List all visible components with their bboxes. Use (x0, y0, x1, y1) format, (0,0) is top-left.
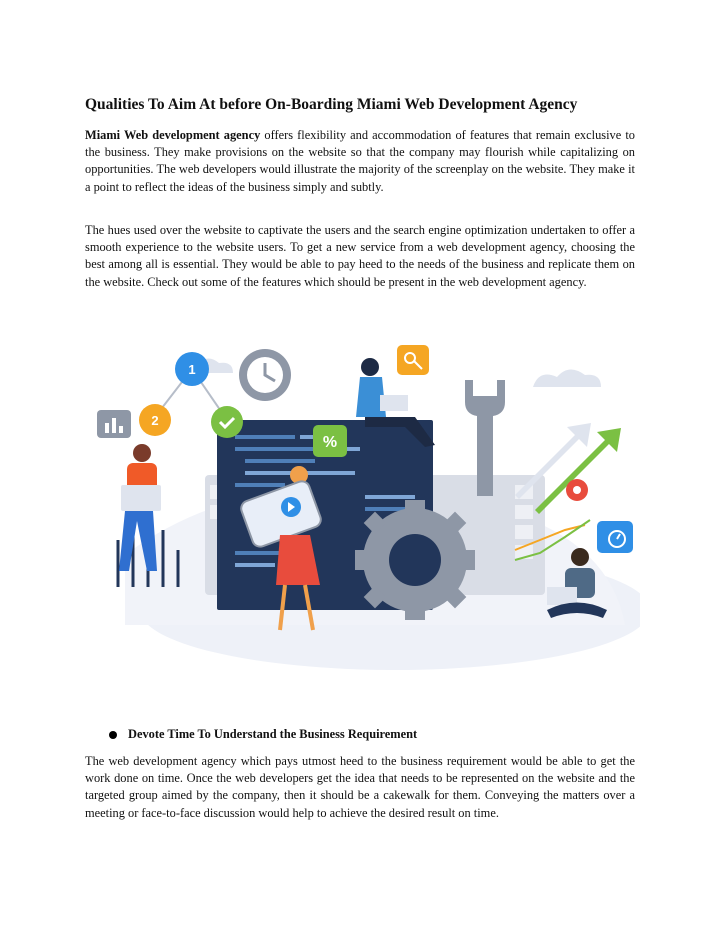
key-bubble (397, 345, 429, 375)
second-paragraph: The hues used over the website to captivate the users and the search engine optimization undertaken to offer a smooth experience to the website users. To get a new service from a web development agency, choosing the best among all is essential. They would be able to pay heed to the needs of the business and replicate them on the website. Check out some of the features which should be present in the web development agency. (85, 223, 635, 289)
svg-text:%: % (322, 434, 338, 451)
cloud-right (533, 369, 601, 387)
check-node (211, 406, 243, 438)
stopwatch-bubble (597, 521, 633, 553)
step-1-label: 1 (188, 362, 196, 377)
page-heading: Qualities To Aim At before On-Boarding Miami Web Development Agency (85, 96, 578, 113)
bullet-item (109, 727, 417, 742)
bullet-dot (109, 731, 117, 739)
intro-paragraph (85, 127, 635, 196)
third-paragraph: The web development agency which pays utmost heed to the business requirement would be able to get the work done on time. Once the web developers get the idea that needs to be represented on the website and the targeted group aimed by the company, then it should be a cakewalk for them. Conveying the matters over a meeting or face-to-face discussion would help to achieve the desired result on time. (85, 754, 635, 820)
step-2-label: 2 (151, 413, 159, 428)
intro-paragraph-text: offers flexibility and accommodation of features that remain exclusive to the business. They make provisions on the website so that the company may flourish while capitalizing on opportunities. The web developers would illustrate the majority of the screenplay on the website. They make it a point to reflect the ideas of the business simply and subtly. (85, 128, 635, 194)
agency-name-lead: Miami Web development agency (85, 128, 261, 142)
web-development-illustration (85, 325, 640, 720)
bullet-heading: Devote Time To Understand the Business Requirement (128, 727, 418, 741)
growth-arrow-front (535, 428, 621, 514)
